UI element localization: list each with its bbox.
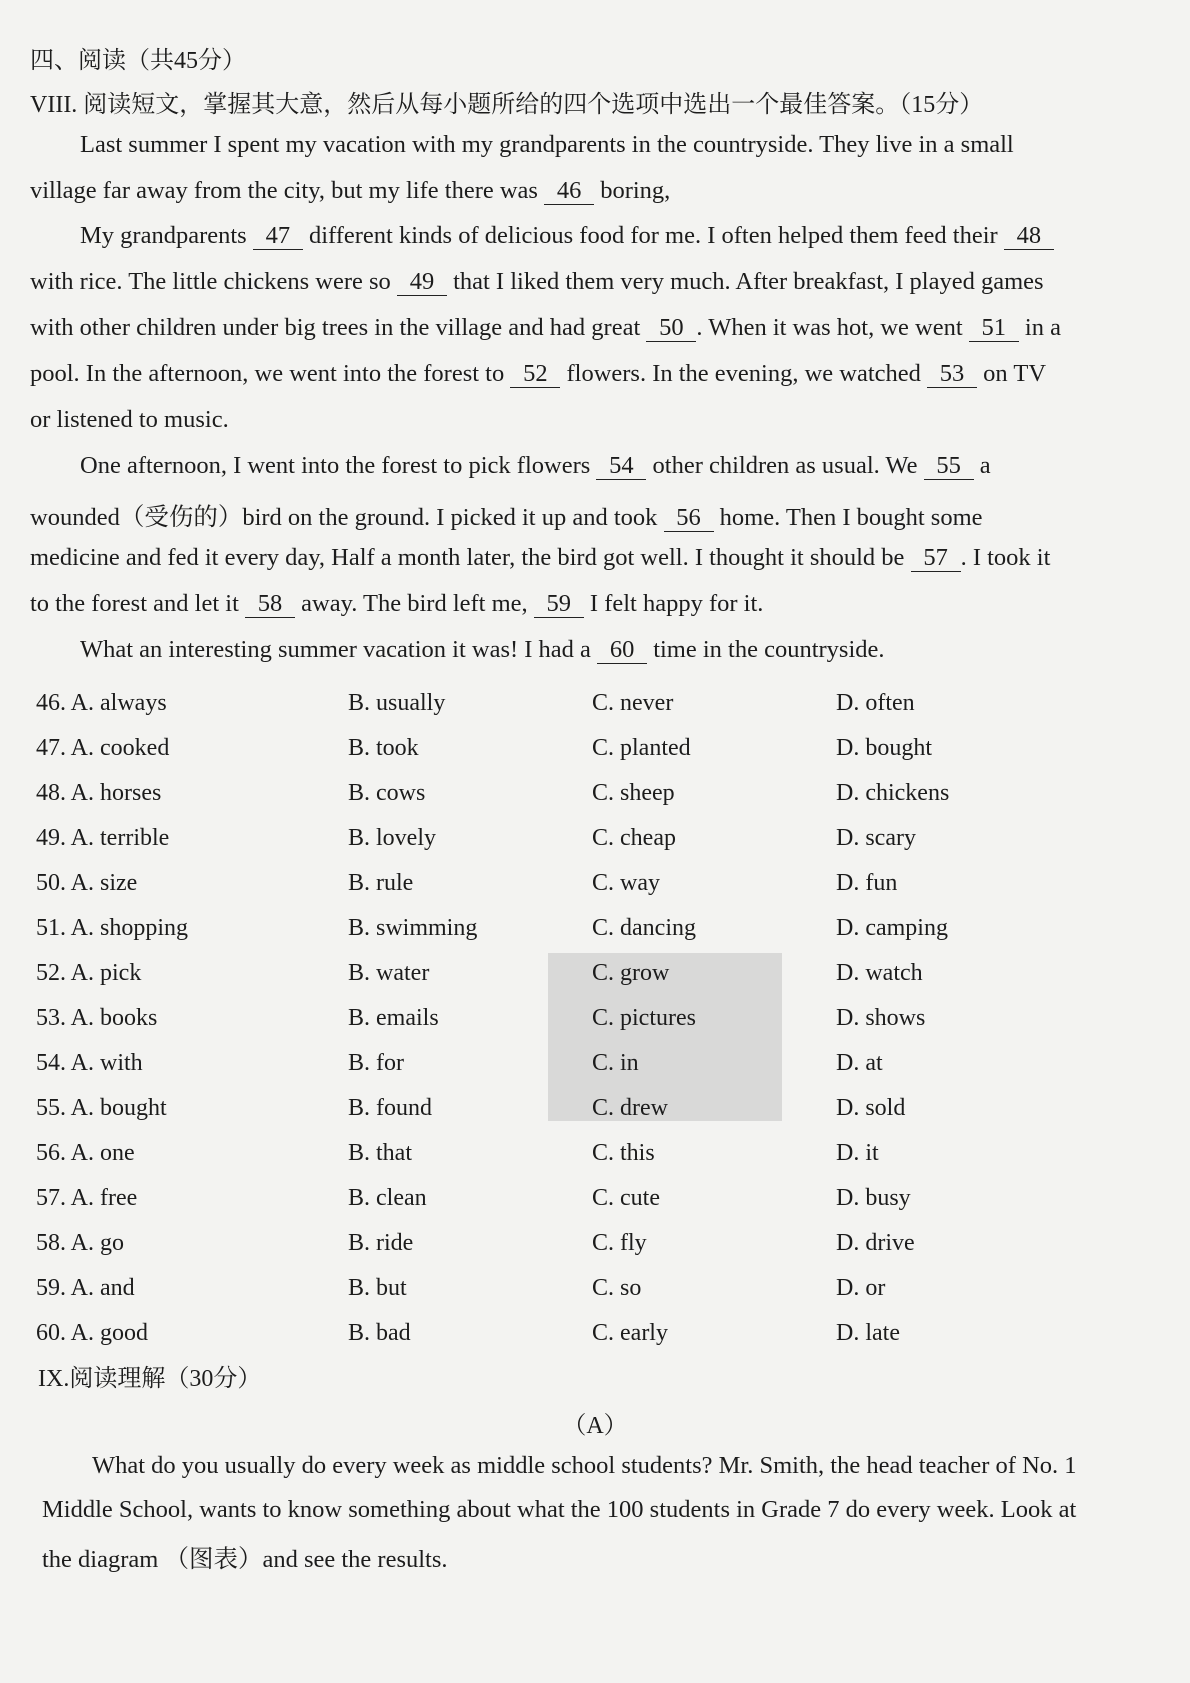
option-d: D. camping [836, 915, 948, 941]
option-a: 55. A. bought [36, 1095, 167, 1121]
option-d: D. sold [836, 1095, 906, 1121]
option-b: B. cows [348, 780, 426, 806]
option-b: B. water [348, 960, 430, 986]
section-four-title: 四、阅读（共45分） [30, 48, 246, 74]
option-a: 59. A. and [36, 1275, 135, 1301]
option-c: C. early [592, 1320, 668, 1346]
blank-49: 49 [397, 270, 447, 296]
passage-line: wounded（受伤的）bird on the ground. I picked it up and took 56 home. Then I bought some [30, 504, 983, 531]
option-b: B. that [348, 1140, 412, 1166]
passage-line: the diagram （图表）and see the results. [42, 1546, 448, 1573]
option-c: C. sheep [592, 780, 675, 806]
passage-line: Last summer I spent my vacation with my grandparents in the countryside. They live in a small [80, 131, 1014, 158]
option-d: D. shows [836, 1005, 926, 1031]
option-d: D. scary [836, 825, 916, 851]
section-nine-title: IX.阅读理解（30分） [38, 1366, 262, 1392]
option-a: 48. A. horses [36, 780, 162, 806]
option-c: C. planted [592, 735, 691, 761]
option-b: B. ride [348, 1230, 414, 1256]
option-a: 46. A. always [36, 690, 167, 716]
option-a: 54. A. with [36, 1050, 143, 1076]
option-a: 51. A. shopping [36, 915, 189, 941]
question-46 [30, 690, 1150, 726]
passage-line: What do you usually do every week as middle school students? Mr. Smith, the head teacher of No. 1 [92, 1452, 1077, 1479]
blank-59: 59 [534, 592, 584, 618]
blank-51: 51 [969, 316, 1019, 342]
option-c: C. cheap [592, 825, 676, 851]
question-60 [30, 1320, 1150, 1356]
option-a: 52. A. pick [36, 960, 142, 986]
part-a-label: （A） [562, 1413, 628, 1439]
blank-58: 58 [245, 592, 295, 618]
passage-line: Middle School, wants to know something about what the 100 students in Grade 7 do every week. Look at [42, 1496, 1077, 1523]
question-51 [30, 915, 1150, 951]
blank-47: 47 [253, 224, 303, 250]
option-b: B. swimming [348, 915, 478, 941]
option-c: C. cute [592, 1185, 660, 1211]
blank-56: 56 [664, 506, 714, 532]
passage-line: What an interesting summer vacation it was! I had a 60 time in the countryside. [80, 636, 885, 663]
question-53 [30, 1005, 1150, 1041]
question-49 [30, 825, 1150, 861]
blank-60: 60 [597, 638, 647, 664]
blank-53: 53 [927, 362, 977, 388]
option-a: 56. A. one [36, 1140, 135, 1166]
question-54 [30, 1050, 1150, 1086]
option-b: B. lovely [348, 825, 436, 851]
option-b: B. took [348, 735, 419, 761]
option-a: 60. A. good [36, 1320, 149, 1346]
option-c: C. dancing [592, 915, 696, 941]
option-b: B. rule [348, 870, 414, 896]
passage-line: village far away from the city, but my life there was 46 boring, [30, 177, 671, 204]
option-b: B. emails [348, 1005, 439, 1031]
passage-line: or listened to music. [30, 406, 229, 433]
blank-54: 54 [596, 454, 646, 480]
option-c: C. way [592, 870, 660, 896]
option-c: C. in [592, 1050, 639, 1076]
option-c: C. so [592, 1275, 642, 1301]
option-b: B. for [348, 1050, 404, 1076]
option-b: B. found [348, 1095, 432, 1121]
question-59 [30, 1275, 1150, 1311]
passage-line: to the forest and let it 58 away. The bird left me, 59 I felt happy for it. [30, 590, 764, 617]
option-d: D. late [836, 1320, 900, 1346]
option-a: 58. A. go [36, 1230, 125, 1256]
question-56 [30, 1140, 1150, 1176]
question-48 [30, 780, 1150, 816]
option-a: 57. A. free [36, 1185, 138, 1211]
passage-line: with other children under big trees in the village and had great 50 . When it was hot, we went 51 in a [30, 314, 1061, 341]
option-a: 53. A. books [36, 1005, 158, 1031]
blank-46: 46 [544, 179, 594, 205]
passage-line: with rice. The little chickens were so 49 that I liked them very much. After breakfast, I played games [30, 268, 1044, 295]
option-d: D. or [836, 1275, 886, 1301]
option-d: D. often [836, 690, 915, 716]
option-d: D. chickens [836, 780, 950, 806]
question-58 [30, 1230, 1150, 1266]
blank-55: 55 [924, 454, 974, 480]
option-a: 47. A. cooked [36, 735, 170, 761]
blank-48: 48 [1004, 224, 1054, 250]
option-d: D. watch [836, 960, 923, 986]
option-b: B. bad [348, 1320, 411, 1346]
option-c: C. pictures [592, 1005, 696, 1031]
question-47 [30, 735, 1150, 771]
question-55 [30, 1095, 1150, 1131]
option-d: D. drive [836, 1230, 915, 1256]
option-c: C. never [592, 690, 674, 716]
option-a: 49. A. terrible [36, 825, 170, 851]
option-a: 50. A. size [36, 870, 138, 896]
option-b: B. usually [348, 690, 446, 716]
passage-line: My grandparents 47 different kinds of delicious food for me. I often helped them feed their 48 [80, 222, 1054, 250]
option-d: D. busy [836, 1185, 911, 1211]
passage-line: One afternoon, I went into the forest to pick flowers 54 other children as usual. We 55 a [80, 452, 991, 479]
question-57 [30, 1185, 1150, 1221]
option-d: D. at [836, 1050, 883, 1076]
question-50 [30, 870, 1150, 906]
option-d: D. fun [836, 870, 898, 896]
passage-line: pool. In the afternoon, we went into the forest to 52 flowers. In the evening, we watched 53 on TV [30, 360, 1047, 387]
blank-57: 57 [911, 546, 961, 572]
section-eight-title: VIII. 阅读短文，掌握其大意，然后从每小题所给的四个选项中选出一个最佳答案。（15分） [30, 92, 984, 118]
option-b: B. clean [348, 1185, 427, 1211]
option-d: D. bought [836, 735, 932, 761]
option-c: C. fly [592, 1230, 647, 1256]
option-c: C. this [592, 1140, 655, 1166]
option-c: C. drew [592, 1095, 668, 1121]
passage-line: medicine and fed it every day, Half a month later, the bird got well. I thought it should be 57 . I took it [30, 544, 1051, 571]
option-b: B. but [348, 1275, 407, 1301]
blank-50: 50 [646, 316, 696, 342]
option-c: C. grow [592, 960, 670, 986]
blank-52: 52 [510, 362, 560, 388]
option-d: D. it [836, 1140, 879, 1166]
question-52 [30, 960, 1150, 996]
